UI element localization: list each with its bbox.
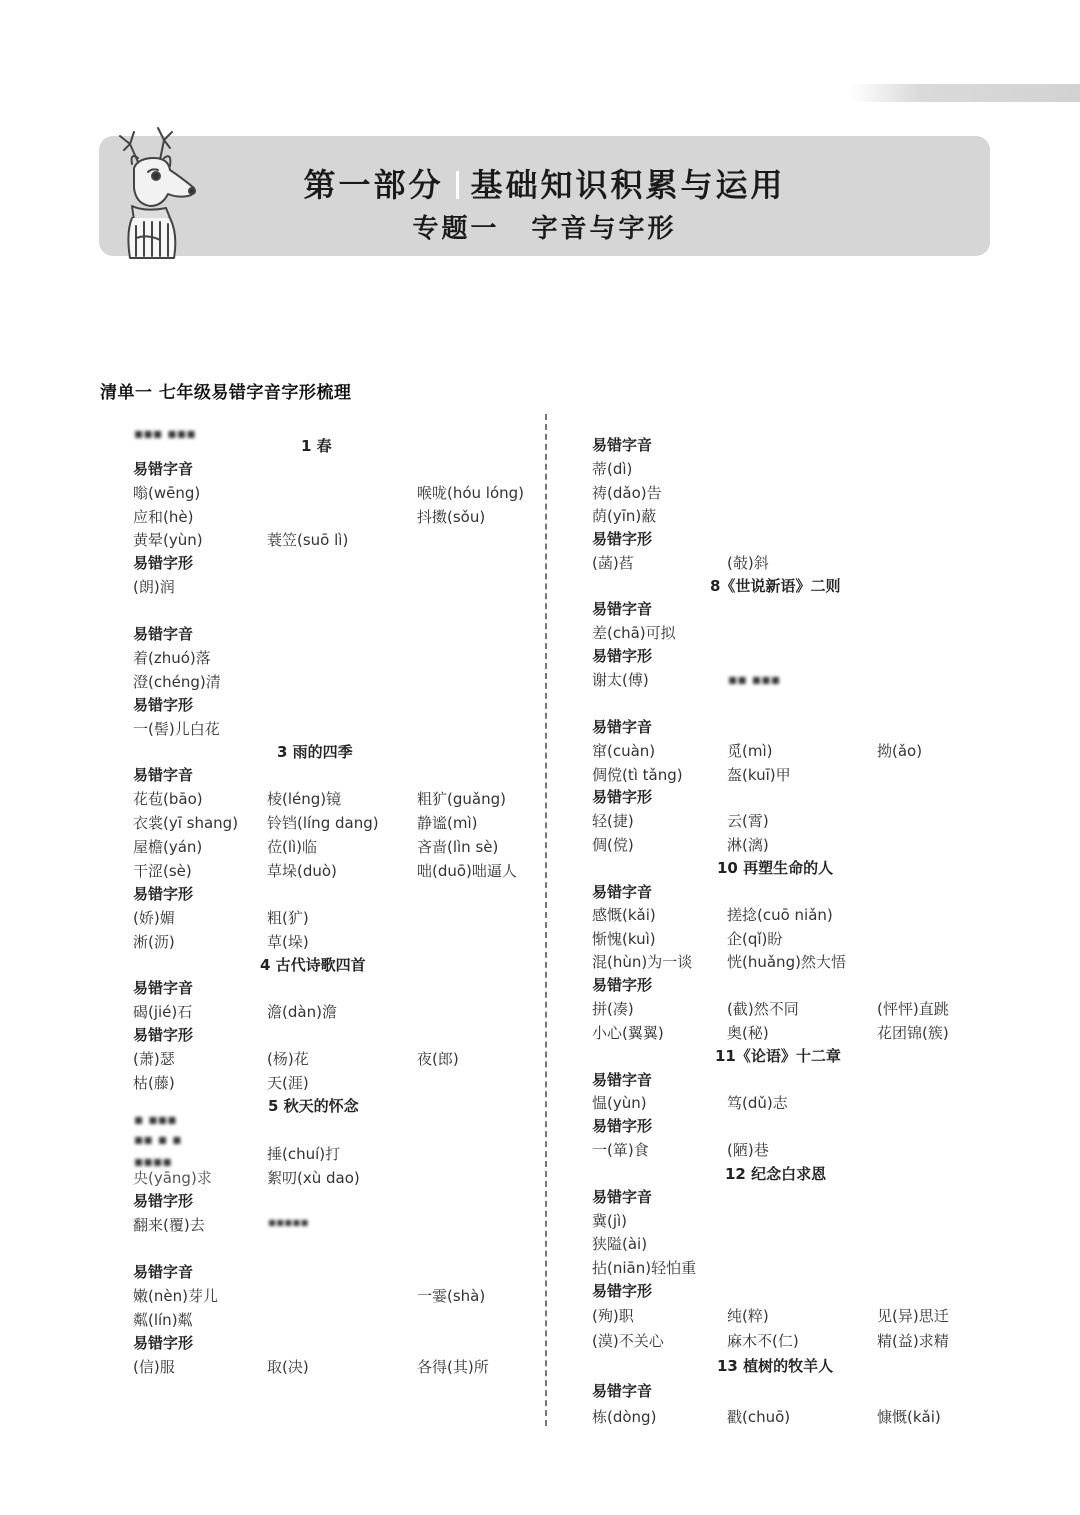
entry: 静谧(mì) [417, 814, 478, 832]
entry: 荫(yīn)蔽 [592, 507, 657, 525]
pron-label: 易错字音 [133, 625, 194, 643]
entry: 应和(hè) [133, 508, 194, 526]
entry: 谢太(傅) [592, 671, 649, 689]
form-label: 易错字形 [592, 788, 653, 806]
entry: 各得(其)所 [417, 1358, 489, 1376]
entry: 草(垛) [267, 933, 309, 951]
form-label: 易错字形 [592, 1282, 653, 1300]
form-label: 易错字形 [592, 1117, 653, 1135]
entry: 澄(chéng)清 [133, 673, 221, 691]
entry: 吝啬(lìn sè) [417, 838, 499, 856]
pron-label: 易错字音 [592, 718, 653, 736]
illegible-text: ▪▪ ▪▪▪ [728, 672, 781, 688]
entry: 一(箪)食 [592, 1141, 649, 1159]
entry: 棱(léng)镜 [267, 790, 342, 808]
chapter-title: 4 古代诗歌四首 [260, 956, 366, 974]
entry: 黄晕(yùn) [133, 531, 203, 549]
chapter-title: 11《论语》十二章 [715, 1047, 841, 1065]
chapter-title: 12 纪念白求恩 [725, 1165, 827, 1183]
entry: 蓑笠(suō lì) [267, 531, 349, 549]
entry: 淋(漓) [727, 836, 769, 854]
chapter-banner [99, 136, 990, 256]
entry: 拼(凑) [592, 1000, 634, 1018]
entry: 恍(huǎng)然大悟 [727, 953, 846, 971]
entry: 枯(藤) [133, 1074, 175, 1092]
illegible-pron-label: ▪▪▪▪ [134, 1154, 172, 1170]
entry: 企(qǐ)盼 [727, 930, 783, 948]
banner-topic-line [99, 208, 990, 245]
form-label: 易错字形 [133, 696, 194, 714]
entry: 嫩(nèn)芽儿 [133, 1287, 218, 1305]
entry: 倜(傥) [592, 836, 634, 854]
illegible-text: ▪▪ ▪ ▪ [134, 1132, 182, 1148]
column-divider [545, 414, 547, 1426]
entry: 一霎(shà) [417, 1287, 486, 1305]
topic-label: 专题一 [412, 214, 500, 244]
entry: 愠(yùn) [592, 1094, 647, 1112]
entry: 拈(niān)轻怕重 [592, 1259, 697, 1277]
entry: 麻木不(仁) [727, 1332, 799, 1350]
entry: 戳(chuō) [727, 1408, 791, 1426]
form-label: 易错字形 [133, 885, 194, 903]
entry: (杨)花 [267, 1050, 309, 1068]
entry: 草垛(duò) [267, 862, 337, 880]
entry: 咄(duō)咄逼人 [417, 862, 517, 880]
pron-label: 易错字音 [133, 1263, 194, 1281]
part-title: 基础知识积累与运用 [470, 166, 786, 204]
entry: 粗(犷) [267, 909, 309, 927]
entry: (怦怦)直跳 [877, 1000, 949, 1018]
chapter-title: 5 秋天的怀念 [268, 1097, 359, 1115]
entry: 嗡(wēng) [133, 484, 201, 502]
entry: (菡)萏 [592, 554, 634, 572]
entry: (截)然不同 [727, 1000, 799, 1018]
entry: 狭隘(ài) [592, 1235, 648, 1253]
entry: 花团锦(簇) [877, 1024, 949, 1042]
form-label: 易错字形 [592, 976, 653, 994]
entry: 莅(lì)临 [267, 838, 318, 856]
entry: 盔(kuī)甲 [727, 766, 791, 784]
entry: 央(yāng)求 [133, 1169, 212, 1187]
entry: 花苞(bāo) [133, 790, 203, 808]
form-label: 易错字形 [133, 1334, 194, 1352]
entry: 夜(郎) [417, 1050, 459, 1068]
entry: 笃(dǔ)志 [727, 1094, 788, 1112]
pron-label: 易错字音 [592, 600, 653, 618]
chapter-title: 3 雨的四季 [277, 743, 353, 761]
form-label: 易错字形 [133, 1192, 194, 1210]
entry: 小心(翼翼) [592, 1024, 664, 1042]
chapter-title: 13 植树的牧羊人 [717, 1357, 834, 1375]
entry: 精(益)求精 [877, 1332, 949, 1350]
entry: 奥(秘) [727, 1024, 769, 1042]
entry: 觅(mì) [727, 742, 773, 760]
chapter-title: 1 春 [301, 437, 332, 455]
entry: 一(髻)儿白花 [133, 720, 220, 738]
section-title: 清单一 七年级易错字音字形梳理 [100, 383, 352, 403]
entry: (信)服 [133, 1358, 175, 1376]
entry: 着(zhuó)落 [133, 649, 211, 667]
chapter-title: 8《世说新语》二则 [710, 577, 841, 595]
pron-label: 易错字音 [133, 766, 194, 784]
chapter-title: 10 再塑生命的人 [717, 859, 834, 877]
entry: 碣(jié)石 [133, 1003, 193, 1021]
entry: 蒂(dì) [592, 460, 633, 478]
entry: 翻来(覆)去 [133, 1216, 205, 1234]
entry: 粗犷(guǎng) [417, 790, 506, 808]
entry: (漠)不关心 [592, 1332, 664, 1350]
entry: 冀(jì) [592, 1212, 628, 1230]
pron-label: 易错字音 [592, 883, 653, 901]
entry: 抖擞(sǒu) [417, 508, 486, 526]
entry: 祷(dǎo)告 [592, 484, 662, 502]
entry: 见(异)思迁 [877, 1307, 949, 1325]
pron-label: 易错字音 [592, 1071, 653, 1089]
entry: (殉)职 [592, 1307, 634, 1325]
entry: 混(hùn)为一谈 [592, 953, 693, 971]
entry: 差(chā)可拟 [592, 624, 676, 642]
pron-label: 易错字音 [592, 1188, 653, 1206]
entry: (陋)巷 [727, 1141, 769, 1159]
illegible-text: ▪ ▪▪▪ [134, 1112, 177, 1128]
pron-label: 易错字音 [133, 460, 194, 478]
entry: 喉咙(hóu lóng) [417, 484, 525, 502]
entry: 慷慨(kǎi) [877, 1408, 941, 1426]
illegible-text: ▪▪▪▪▪ [268, 1215, 309, 1229]
entry: 屋檐(yán) [133, 838, 203, 856]
form-label: 易错字形 [592, 647, 653, 665]
entry: 窜(cuàn) [592, 742, 656, 760]
pron-label: 易错字音 [592, 436, 653, 454]
entry: 云(霄) [727, 812, 769, 830]
entry: 搓捻(cuō niǎn) [727, 906, 833, 924]
banner-separator [456, 171, 459, 199]
entry: (萧)瑟 [133, 1050, 175, 1068]
part-label: 第一部分 [303, 166, 444, 204]
entry: 感慨(kǎi) [592, 906, 656, 924]
entry: 惭愧(kuì) [592, 930, 656, 948]
entry: 絮叨(xù dao) [267, 1169, 360, 1187]
entry: 纯(粹) [727, 1307, 769, 1325]
entry: 栋(dòng) [592, 1408, 657, 1426]
pron-label: 易错字音 [592, 1382, 653, 1400]
entry: 铃铛(líng dang) [267, 814, 379, 832]
pron-label: 易错字音 [133, 979, 194, 997]
form-label: 易错字形 [133, 1026, 194, 1044]
entry: 粼(lín)粼 [133, 1311, 193, 1329]
form-label: 易错字形 [592, 530, 653, 548]
entry: 拗(ǎo) [877, 742, 923, 760]
topic-title: 字音与字形 [531, 214, 677, 244]
entry: 轻(捷) [592, 812, 634, 830]
form-label: 易错字形 [133, 554, 194, 572]
entry: 倜傥(tì tǎng) [592, 766, 683, 784]
deer-mascot-icon [104, 122, 204, 264]
top-gradient-band [850, 84, 1080, 102]
entry: 澹(dàn)澹 [267, 1003, 337, 1021]
banner-part-line [99, 160, 990, 206]
entry: 捶(chuí)打 [267, 1145, 341, 1163]
entry: 天(涯) [267, 1074, 309, 1092]
entry: (攲)斜 [727, 554, 769, 572]
entry: (娇)媚 [133, 909, 175, 927]
entry: (朗)润 [133, 578, 175, 596]
entry: 衣裳(yī shang) [133, 814, 239, 832]
entry: 干涩(sè) [133, 862, 192, 880]
entry: 取(决) [267, 1358, 309, 1376]
entry: 淅(沥) [133, 933, 175, 951]
illegible-chapter-title: ▪▪▪ ▪▪▪ [134, 426, 196, 442]
